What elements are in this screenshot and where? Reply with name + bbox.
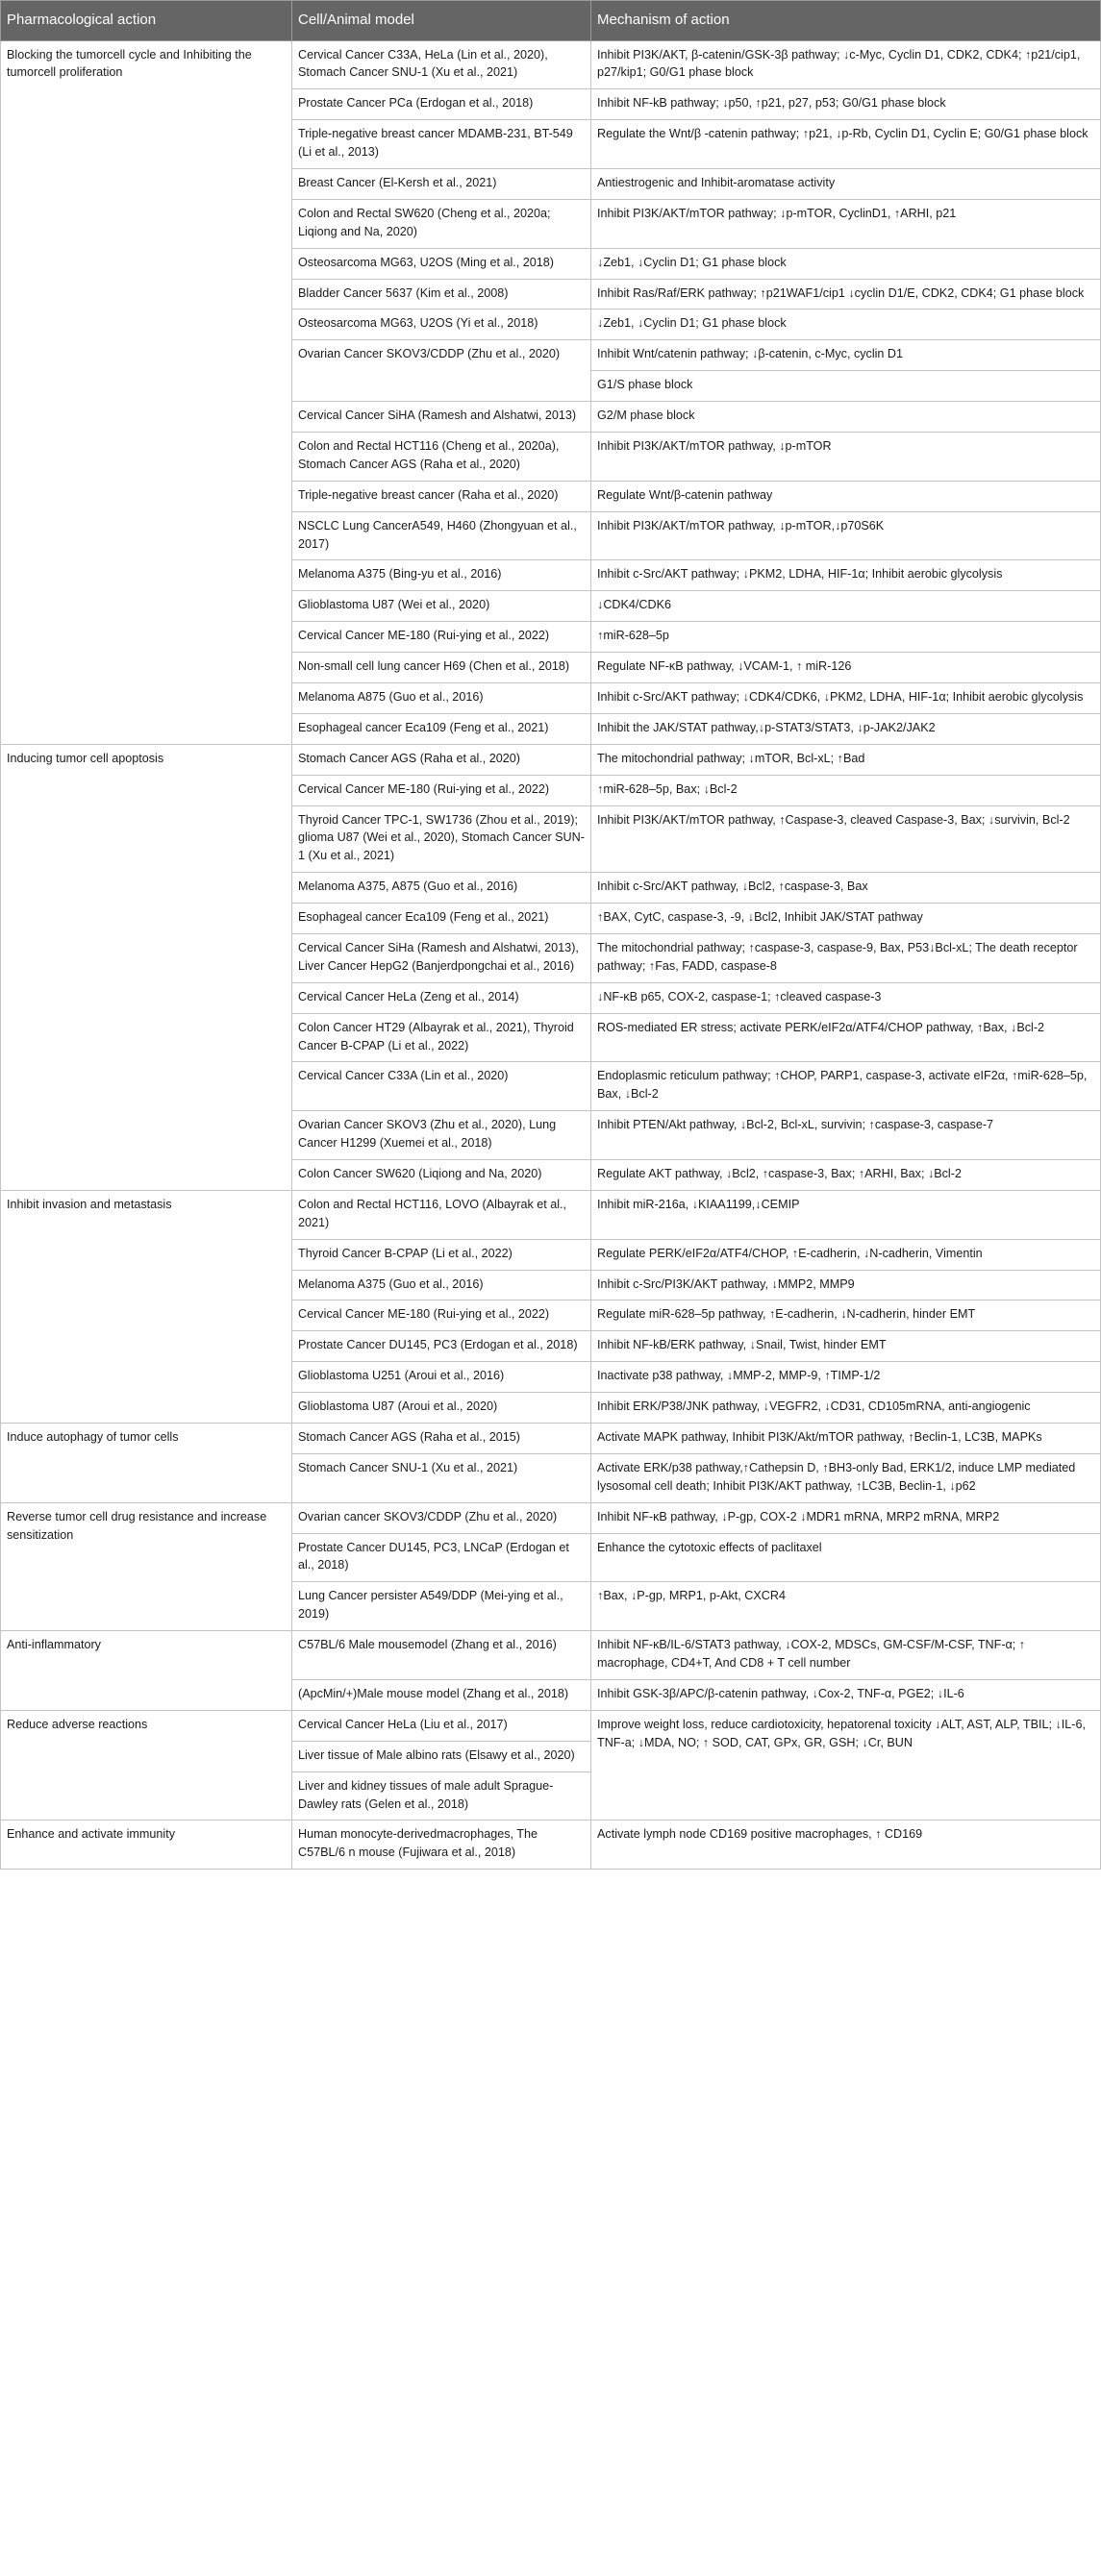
cell-animal-model-cell: Cervical Cancer HeLa (Zeng et al., 2014) — [292, 982, 591, 1013]
cell-animal-model-cell: Triple-negative breast cancer MDAMB-231, BT-549 (Li et al., 2013) — [292, 120, 591, 169]
cell-animal-model-cell: Cervical Cancer SiHA (Ramesh and Alshatwi, 2013) — [292, 402, 591, 433]
mechanism-of-action-cell: ↓Zeb1, ↓Cyclin D1; G1 phase block — [591, 248, 1101, 279]
cell-animal-model-cell: Non-small cell lung cancer H69 (Chen et al., 2018) — [292, 653, 591, 683]
mechanism-of-action-cell: Inhibit the JAK/STAT pathway,↓p-STAT3/STAT3, ↓p-JAK2/JAK2 — [591, 713, 1101, 744]
table-row — [1, 40, 1101, 89]
cell-animal-model-cell: Stomach Cancer AGS (Raha et al., 2015) — [292, 1424, 591, 1454]
table-row — [1, 1710, 1101, 1741]
pharmacological-action-cell: Inducing tumor cell apoptosis — [1, 744, 292, 1190]
cell-animal-model-cell: Cervical Cancer HeLa (Liu et al., 2017) — [292, 1710, 591, 1741]
mechanism-of-action-cell: Inhibit PI3K/AKT/mTOR pathway; ↓p-mTOR, CyclinD1, ↑ARHI, p21 — [591, 199, 1101, 248]
mechanism-of-action-cell: Regulate AKT pathway, ↓Bcl2, ↑caspase-3, Bax; ↑ARHI, Bax; ↓Bcl-2 — [591, 1160, 1101, 1191]
mechanism-of-action-cell: G2/M phase block — [591, 402, 1101, 433]
cell-animal-model-cell: Osteosarcoma MG63, U2OS (Yi et al., 2018) — [292, 310, 591, 340]
mechanism-of-action-cell: ↑miR-628–5p, Bax; ↓Bcl-2 — [591, 775, 1101, 805]
cell-animal-model-cell: C57BL/6 Male mousemodel (Zhang et al., 2016) — [292, 1631, 591, 1680]
mechanism-of-action-cell: Inhibit NF-κB/IL-6/STAT3 pathway, ↓COX-2, MDSCs, GM-CSF/M-CSF, TNF-α; ↑ macrophage, CD4+T, And CD8 + T cell number — [591, 1631, 1101, 1680]
mechanism-of-action-cell: Inhibit PI3K/AKT, β-catenin/GSK-3β pathway; ↓c-Myc, Cyclin D1, CDK2, CDK4; ↑p21/cip1, p27/kip1; G0/G1 phase block — [591, 40, 1101, 89]
pharmacological-action-cell: Anti-inflammatory — [1, 1631, 292, 1711]
mechanism-of-action-cell: ↑Bax, ↓P-gp, MRP1, p-Akt, CXCR4 — [591, 1582, 1101, 1631]
pharmacological-action-cell: Reduce adverse reactions — [1, 1710, 292, 1821]
table-header-row — [1, 1, 1101, 41]
cell-animal-model-cell: Colon and Rectal SW620 (Cheng et al., 2020a; Liqiong and Na, 2020) — [292, 199, 591, 248]
cell-animal-model-cell: Colon and Rectal HCT116, LOVO (Albayrak et al., 2021) — [292, 1190, 591, 1239]
table-body — [1, 40, 1101, 1870]
table-row — [1, 1424, 1101, 1454]
cell-animal-model-cell: Osteosarcoma MG63, U2OS (Ming et al., 2018) — [292, 248, 591, 279]
cell-animal-model-cell: Colon and Rectal HCT116 (Cheng et al., 2020a), Stomach Cancer AGS (Raha et al., 2020) — [292, 432, 591, 481]
mechanism-of-action-cell: Regulate PERK/eIF2α/ATF4/CHOP, ↑E-cadherin, ↓N-cadherin, Vimentin — [591, 1239, 1101, 1270]
table-row — [1, 1502, 1101, 1533]
mechanism-of-action-cell: Inhibit PI3K/AKT/mTOR pathway, ↓p-mTOR,↓p70S6K — [591, 511, 1101, 560]
cell-animal-model-cell: Human monocyte-derivedmacrophages, The C57BL/6 n mouse (Fujiwara et al., 2018) — [292, 1821, 591, 1870]
mechanism-of-action-cell: ↓NF-κB p65, COX-2, caspase-1; ↑cleaved caspase-3 — [591, 982, 1101, 1013]
cell-animal-model-cell: Esophageal cancer Eca109 (Feng et al., 2021) — [292, 904, 591, 934]
mechanism-of-action-cell: Inhibit GSK-3β/APC/β-catenin pathway, ↓Cox-2, TNF-α, PGE2; ↓IL-6 — [591, 1679, 1101, 1710]
mechanism-of-action-cell: Regulate the Wnt/β -catenin pathway; ↑p21, ↓p-Rb, Cyclin D1, Cyclin E; G0/G1 phase block — [591, 120, 1101, 169]
cell-animal-model-cell: Prostate Cancer PCa (Erdogan et al., 2018) — [292, 89, 591, 120]
cell-animal-model-cell: Breast Cancer (El-Kersh et al., 2021) — [292, 168, 591, 199]
header-mechanism-of-action: Mechanism of action — [591, 1, 1101, 41]
mechanism-of-action-cell: Inhibit PTEN/Akt pathway, ↓Bcl-2, Bcl-xL, survivin; ↑caspase-3, caspase-7 — [591, 1111, 1101, 1160]
header-pharmacological-action: Pharmacological action — [1, 1, 292, 41]
cell-animal-model-cell: Lung Cancer persister A549/DDP (Mei-ying et al., 2019) — [292, 1582, 591, 1631]
mechanism-of-action-cell: Activate lymph node CD169 positive macrophages, ↑ CD169 — [591, 1821, 1101, 1870]
cell-animal-model-cell: Ovarian Cancer SKOV3/CDDP (Zhu et al., 2020) — [292, 340, 591, 402]
cell-animal-model-cell: Cervical Cancer C33A, HeLa (Lin et al., 2020), Stomach Cancer SNU-1 (Xu et al., 2021) — [292, 40, 591, 89]
table-row — [1, 1190, 1101, 1239]
table-row — [1, 1631, 1101, 1680]
mechanism-of-action-cell: Inhibit Ras/Raf/ERK pathway; ↑p21WAF1/cip1 ↓cyclin D1/E, CDK2, CDK4; G1 phase block — [591, 279, 1101, 310]
cell-animal-model-cell: Cervical Cancer ME-180 (Rui-ying et al., 2022) — [292, 622, 591, 653]
mechanism-of-action-cell: Inhibit c-Src/AKT pathway; ↓CDK4/CDK6, ↓PKM2, LDHA, HIF-1α; Inhibit aerobic glycolysis — [591, 682, 1101, 713]
cell-animal-model-cell: Thyroid Cancer TPC-1, SW1736 (Zhou et al., 2019); glioma U87 (Wei et al., 2020), Stomach Cancer SUN-1 (Xu et al., 2021) — [292, 805, 591, 873]
cell-animal-model-cell: Glioblastoma U87 (Wei et al., 2020) — [292, 591, 591, 622]
cell-animal-model-cell: Ovarian Cancer SKOV3 (Zhu et al., 2020), Lung Cancer H1299 (Xuemei et al., 2018) — [292, 1111, 591, 1160]
mechanism-of-action-cell: Inhibit miR-216a, ↓KIAA1199,↓CEMIP — [591, 1190, 1101, 1239]
cell-animal-model-cell: Prostate Cancer DU145, PC3, LNCaP (Erdogan et al., 2018) — [292, 1533, 591, 1582]
cell-animal-model-cell: Prostate Cancer DU145, PC3 (Erdogan et al., 2018) — [292, 1331, 591, 1362]
cell-animal-model-cell: Cervical Cancer ME-180 (Rui-ying et al., 2022) — [292, 775, 591, 805]
table-row — [1, 744, 1101, 775]
mechanism-of-action-cell: Endoplasmic reticulum pathway; ↑CHOP, PARP1, caspase-3, activate eIF2α, ↑miR-628–5p, Bax, ↓Bcl-2 — [591, 1062, 1101, 1111]
cell-animal-model-cell: Bladder Cancer 5637 (Kim et al., 2008) — [292, 279, 591, 310]
cell-animal-model-cell: Thyroid Cancer B-CPAP (Li et al., 2022) — [292, 1239, 591, 1270]
mechanism-of-action-cell: Antiestrogenic and Inhibit-aromatase activity — [591, 168, 1101, 199]
cell-animal-model-cell: Esophageal cancer Eca109 (Feng et al., 2021) — [292, 713, 591, 744]
cell-animal-model-cell: Cervical Cancer SiHa (Ramesh and Alshatwi, 2013), Liver Cancer HepG2 (Banjerdpongchai et al., 2016) — [292, 934, 591, 983]
cell-animal-model-cell: Cervical Cancer C33A (Lin et al., 2020) — [292, 1062, 591, 1111]
cell-animal-model-cell: Stomach Cancer AGS (Raha et al., 2020) — [292, 744, 591, 775]
mechanism-of-action-cell: Inhibit NF-κB pathway, ↓P-gp, COX-2 ↓MDR1 mRNA, MRP2 mRNA, MRP2 — [591, 1502, 1101, 1533]
mechanism-of-action-cell: ROS-mediated ER stress; activate PERK/eIF2α/ATF4/CHOP pathway, ↑Bax, ↓Bcl-2 — [591, 1013, 1101, 1062]
cell-animal-model-cell: Melanoma A375, A875 (Guo et al., 2016) — [292, 873, 591, 904]
cell-animal-model-cell: NSCLC Lung CancerA549, H460 (Zhongyuan et al., 2017) — [292, 511, 591, 560]
mechanism-of-action-cell: ↓CDK4/CDK6 — [591, 591, 1101, 622]
mechanism-of-action-cell: ↓Zeb1, ↓Cyclin D1; G1 phase block — [591, 310, 1101, 340]
mechanism-of-action-cell: Activate ERK/p38 pathway,↑Cathepsin D, ↑BH3-only Bad, ERK1/2, induce LMP mediated lysosomal cell death; Inhibit PI3K/AKT pathway, ↑LC3B, Beclin-1, ↓p62 — [591, 1453, 1101, 1502]
mechanism-of-action-cell: Inhibit c-Src/AKT pathway; ↓PKM2, LDHA, HIF-1α; Inhibit aerobic glycolysis — [591, 560, 1101, 591]
mechanism-of-action-cell: The mitochondrial pathway; ↓mTOR, Bcl-xL; ↑Bad — [591, 744, 1101, 775]
mechanism-of-action-cell: Inactivate p38 pathway, ↓MMP-2, MMP-9, ↑TIMP-1/2 — [591, 1362, 1101, 1393]
mechanism-of-action-cell: The mitochondrial pathway; ↑caspase-3, caspase-9, Bax, P53↓Bcl-xL; The death receptor pathway; ↑Fas, FADD, caspase-8 — [591, 934, 1101, 983]
cell-animal-model-cell: Liver tissue of Male albino rats (Elsawy et al., 2020) — [292, 1741, 591, 1771]
mechanism-of-action-cell: Inhibit c-Src/PI3K/AKT pathway, ↓MMP2, MMP9 — [591, 1270, 1101, 1300]
cell-animal-model-cell: Colon Cancer HT29 (Albayrak et al., 2021), Thyroid Cancer B-CPAP (Li et al., 2022) — [292, 1013, 591, 1062]
mechanism-of-action-cell: Inhibit ERK/P38/JNK pathway, ↓VEGFR2, ↓CD31, CD105mRNA, anti-angiogenic — [591, 1393, 1101, 1424]
mechanism-of-action-cell: Inhibit PI3K/AKT/mTOR pathway, ↓p-mTOR — [591, 432, 1101, 481]
cell-animal-model-cell: Colon Cancer SW620 (Liqiong and Na, 2020) — [292, 1160, 591, 1191]
pharmacological-action-cell: Reverse tumor cell drug resistance and increase sensitization — [1, 1502, 292, 1630]
mechanism-of-action-cell: Inhibit c-Src/AKT pathway, ↓Bcl2, ↑caspase-3, Bax — [591, 873, 1101, 904]
pharmacological-action-cell: Blocking the tumorcell cycle and Inhibiting the tumorcell proliferation — [1, 40, 292, 744]
cell-animal-model-cell: Stomach Cancer SNU-1 (Xu et al., 2021) — [292, 1453, 591, 1502]
mechanism-of-action-cell: Activate MAPK pathway, Inhibit PI3K/Akt/mTOR pathway, ↑Beclin-1, LC3B, MAPKs — [591, 1424, 1101, 1454]
cell-animal-model-cell: Melanoma A375 (Bing-yu et al., 2016) — [292, 560, 591, 591]
pharmacological-action-cell: Inhibit invasion and metastasis — [1, 1190, 292, 1423]
header-cell-animal-model: Cell/Animal model — [292, 1, 591, 41]
mechanism-of-action-cell: Inhibit NF-kB/ERK pathway, ↓Snail, Twist, hinder EMT — [591, 1331, 1101, 1362]
cell-animal-model-cell: Cervical Cancer ME-180 (Rui-ying et al., 2022) — [292, 1300, 591, 1331]
cell-animal-model-cell: Liver and kidney tissues of male adult Sprague-Dawley rats (Gelen et al., 2018) — [292, 1771, 591, 1821]
mechanism-of-action-cell: Inhibit PI3K/AKT/mTOR pathway, ↑Caspase-3, cleaved Caspase-3, Bax; ↓survivin, Bcl-2 — [591, 805, 1101, 873]
mechanism-of-action-cell: Regulate NF-κB pathway, ↓VCAM-1, ↑ miR-126 — [591, 653, 1101, 683]
mechanism-of-action-cell: ↑BAX, CytC, caspase-3, -9, ↓Bcl2, Inhibit JAK/STAT pathway — [591, 904, 1101, 934]
cell-animal-model-cell: (ApcMin/+)Male mouse model (Zhang et al., 2018) — [292, 1679, 591, 1710]
table-row — [1, 1821, 1101, 1870]
cell-animal-model-cell: Melanoma A875 (Guo et al., 2016) — [292, 682, 591, 713]
mechanism-of-action-cell: Regulate miR-628–5p pathway, ↑E-cadherin, ↓N-cadherin, hinder EMT — [591, 1300, 1101, 1331]
mechanism-of-action-cell: Inhibit NF-kB pathway; ↓p50, ↑p21, p27, p53; G0/G1 phase block — [591, 89, 1101, 120]
mechanism-of-action-cell: ↑miR-628–5p — [591, 622, 1101, 653]
mechanism-of-action-cell: G1/S phase block — [591, 371, 1101, 402]
cell-animal-model-cell: Triple-negative breast cancer (Raha et al., 2020) — [292, 481, 591, 511]
cell-animal-model-cell: Glioblastoma U87 (Aroui et al., 2020) — [292, 1393, 591, 1424]
cell-animal-model-cell: Ovarian cancer SKOV3/CDDP (Zhu et al., 2020) — [292, 1502, 591, 1533]
cell-animal-model-cell: Melanoma A375 (Guo et al., 2016) — [292, 1270, 591, 1300]
mechanism-of-action-cell: Enhance the cytotoxic effects of paclitaxel — [591, 1533, 1101, 1582]
mechanism-of-action-cell: Regulate Wnt/β-catenin pathway — [591, 481, 1101, 511]
pharmacological-action-cell: Enhance and activate immunity — [1, 1821, 292, 1870]
mechanism-of-action-cell: Improve weight loss, reduce cardiotoxicity, hepatorenal toxicity ↓ALT, AST, ALP, TBIL; ↓IL-6, TNF-a; ↓MDA, NO; ↑ SOD, CAT, GPx, GR, GSH; ↓Cr, BUN — [591, 1710, 1101, 1821]
mechanism-of-action-cell: Inhibit Wnt/catenin pathway; ↓β-catenin, c-Myc, cyclin D1 — [591, 340, 1101, 371]
cell-animal-model-cell: Glioblastoma U251 (Aroui et al., 2016) — [292, 1362, 591, 1393]
pharmacological-action-cell: Induce autophagy of tumor cells — [1, 1424, 292, 1503]
